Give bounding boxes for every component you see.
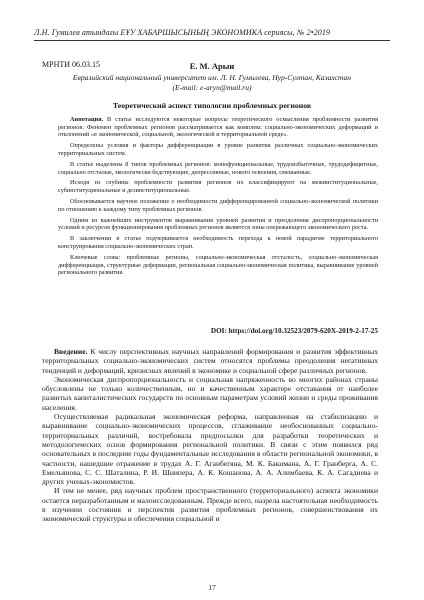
abstract-label: Аннотация.	[70, 116, 104, 123]
intro-label: Введение.	[54, 347, 88, 356]
article-body	[42, 347, 378, 524]
doi-link[interactable]: DOI: https://doi.org/10.32523/2079-620X-2019-2-17-25	[210, 327, 378, 335]
author-name: Е. М. Арын	[189, 61, 235, 71]
abstract-paragraph	[58, 116, 378, 139]
body-paragraph: И тем не менее, ряд научных проблем пространственного (территориального) аспекта экономики остается неразработанным и малоисследованным. Прежде всего, назрела настоятельная необходимость в изучении состояния и перспектив развития проблемных регионов, совершенствования их экономической структуры и обеспечения социальной и	[42, 486, 378, 524]
affiliation-text: Евразийский национальный университет им. Л. Н. Гумилева, Нур-Султан, Казахстан	[72, 73, 352, 82]
abstract-paragraph: В заключении в статье подчеркивается необходимость перехода к новой парадигме территориального конструирования социально-экономических стран.	[58, 235, 378, 250]
abstract-paragraph: Одним из важнейших инструментов выравнивания уровней развития и преодоления диспропорциональности условий и ресурсов функционирования проблемных регионов являются зоны опережающего экономического роста.	[58, 216, 378, 232]
running-head: Л.Н. Гумилев атындағы ЕҰУ ХАБАРШЫСЫНЫҢ ЭКОНОМИКА сериясы, № 2•2019	[34, 28, 390, 41]
abstract-text: В статье исследуются некоторые вопросы теоретического осмысления проблемности развития регионов. Феномен проблемных регионов рассматривается как комплекс социально-экономических деформаций и отклонений «в экономической, социальной, экологической и территориальной среде».	[58, 116, 378, 139]
page-number: 17	[208, 583, 216, 592]
abstract-paragraph: Обосновывается научное положение о необходимости дифференцированной социально-экономической политики по отношению к каждому типу проблемных регионов.	[58, 198, 378, 213]
author-affiliation	[42, 73, 382, 92]
keywords: Ключевые слова: проблемные регионы, социально-экономическая отсталость, социально-экономическая дифференциация, структурные деформации, региональная социально-экономическая политика, выравнивание уровней регионального развития.	[58, 253, 378, 277]
body-paragraph: Экономическая диспропорциональность и социальная напряженность во многих районах страны обусловлены не только количественным, но и качественным характере отставания от наиболее развитых капиталистических государств по основным параметрам условий жизни и среды проживания населения.	[42, 374, 378, 412]
body-paragraph: Осуществляемая радикальная экономическая реформа, направленная на стабилизацию и выравнивание социально-экономических процессов, сглаживание необоснованных социально-территориальных различий, востребовала предпосылки для разработки теоретических и методологических основ формирования региональной политики. В связи с этим появился ряд основательных в последние годы фундаментальные исследования в области региональной экономики, в частности, нашедшие отражение в трудах А. Г. Аганбегяна, М. К. Бакимана, А. Г. Гранберга, А. С. Емельянова, С. С. Шаталина, Р. И. Шнипера, А. К. Кошанова, А. А. Алимбаева, К. А. Сагадиева и других ученых-экономистов.	[42, 412, 378, 487]
udk-code: МРНТИ 06.03.15	[42, 60, 101, 69]
abstract-paragraph: Определены условия и факторы дифференциации в уровне развития различных социально-экономических территориальных систем.	[58, 142, 378, 157]
abstract-paragraph: Исходя из глубины проблемности развития регионов их классифицируют на межинституциональные, субинституциональные и дезинституциональные.	[58, 179, 378, 195]
author-email: (E-mail: e-aryn@mail.ru)	[172, 82, 252, 92]
body-text: К числу перспективных научных направлений формирования и развития эффективных территориальных социально-экономических систем относятся проблемы преодоления негативных тенденций и деформаций, кризисных явлений в экономике и социальной сфере различных регионов.	[42, 347, 378, 375]
abstract-block	[58, 116, 378, 280]
article-title: Теоретический аспект типологии проблемных регионов	[112, 101, 312, 110]
body-paragraph	[42, 347, 378, 375]
abstract-paragraph: В статье выделены 8 типов проблемных регионов: монофункциональные, трудоизбыточные, трудодефицитные, социально отсталые, экологически бедствующие, депрессивные, нового освоения, смешанные.	[58, 160, 378, 176]
